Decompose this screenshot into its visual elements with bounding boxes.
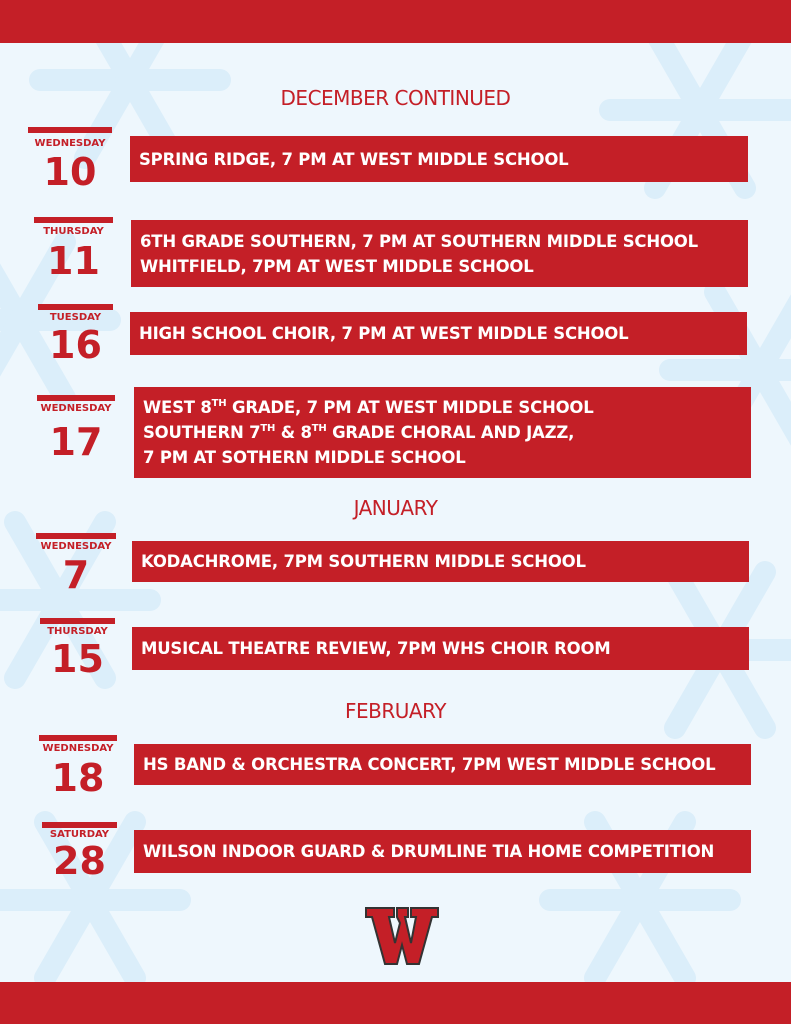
event-line: [143, 445, 751, 470]
event-weekday: THURSDAY: [43, 226, 104, 237]
event-description: [132, 541, 749, 582]
event-day: 18: [51, 756, 105, 800]
date-bar: [42, 822, 117, 828]
event-weekday: SATURDAY: [49, 829, 110, 840]
event-line: [141, 636, 749, 661]
event-description: [131, 220, 748, 287]
event-text: 7 PM AT SOTHERN MIDDLE SCHOOL: [143, 448, 466, 467]
event-day: 7: [62, 553, 90, 597]
event-text: & 8: [275, 423, 312, 442]
heading-december: DECEMBER CONTINUED: [280, 86, 511, 110]
top-banner: [0, 0, 791, 43]
event-weekday: WEDNESDAY: [34, 138, 106, 149]
event-text: HS BAND & ORCHESTRA CONCERT, 7PM WEST MIDDLE SCHOOL: [143, 755, 716, 774]
event-description: [130, 312, 747, 355]
event-day: 11: [47, 239, 100, 283]
event-text: MUSICAL THEATRE REVIEW, 7PM WHS CHOIR ROOM: [141, 639, 611, 658]
ordinal-suffix: TH: [260, 423, 276, 434]
event-line: [143, 420, 751, 445]
event-weekday: WEDNESDAY: [40, 541, 112, 552]
event-line: [143, 752, 751, 777]
date-bar: [39, 735, 117, 741]
event-text: GRADE, 7 PM AT WEST MIDDLE SCHOOL: [226, 398, 594, 417]
event-text: WHITFIELD, 7PM AT WEST MIDDLE SCHOOL: [140, 256, 534, 276]
event-day: 17: [49, 420, 103, 464]
event-line: [143, 395, 751, 420]
event-text: WEST 8: [143, 398, 212, 417]
event-weekday: WEDNESDAY: [40, 403, 112, 414]
date-bar: [36, 533, 116, 539]
event-text: 6TH GRADE SOUTHERN, 7 PM AT SOUTHERN MIDDLE SCHOOL: [140, 231, 698, 251]
event-line: [141, 549, 749, 574]
date-bar: [34, 217, 113, 223]
event-text: WILSON INDOOR GUARD & DRUMLINE TIA HOME COMPETITION: [143, 842, 715, 861]
event-text: SPRING RIDGE, 7 PM AT WEST MIDDLE SCHOOL: [139, 149, 569, 169]
bottom-banner: [0, 982, 791, 1024]
ordinal-suffix: TH: [211, 398, 227, 409]
event-day: 10: [43, 150, 97, 194]
event-line: [140, 254, 748, 279]
event-weekday: THURSDAY: [47, 626, 108, 637]
event-line: [140, 229, 748, 254]
event-description: [134, 744, 751, 785]
event-day: 15: [51, 637, 104, 681]
event-text: GRADE CHORAL AND JAZZ,: [326, 423, 575, 442]
date-bar: [37, 395, 115, 401]
event-line: [143, 839, 751, 864]
event-text: SOUTHERN 7: [143, 423, 261, 442]
event-line: [139, 147, 748, 172]
event-description: [132, 627, 749, 670]
event-weekday: WEDNESDAY: [42, 743, 114, 754]
event-text: HIGH SCHOOL CHOIR, 7 PM AT WEST MIDDLE SCHOOL: [139, 324, 629, 343]
date-bar: [38, 304, 113, 310]
date-bar: [40, 618, 115, 624]
school-w-logo: [364, 905, 440, 967]
event-line: [139, 321, 747, 346]
event-text: KODACHROME, 7PM SOUTHERN MIDDLE SCHOOL: [141, 552, 586, 571]
event-weekday: TUESDAY: [49, 312, 102, 323]
heading-february: FEBRUARY: [345, 699, 446, 723]
ordinal-suffix: TH: [311, 423, 327, 434]
heading-january: JANUARY: [353, 496, 438, 520]
event-day: 16: [49, 323, 102, 367]
event-day: 28: [53, 839, 106, 883]
date-bar: [28, 127, 112, 133]
event-description: [130, 136, 748, 182]
event-description: [134, 830, 751, 873]
event-description: [134, 387, 751, 478]
